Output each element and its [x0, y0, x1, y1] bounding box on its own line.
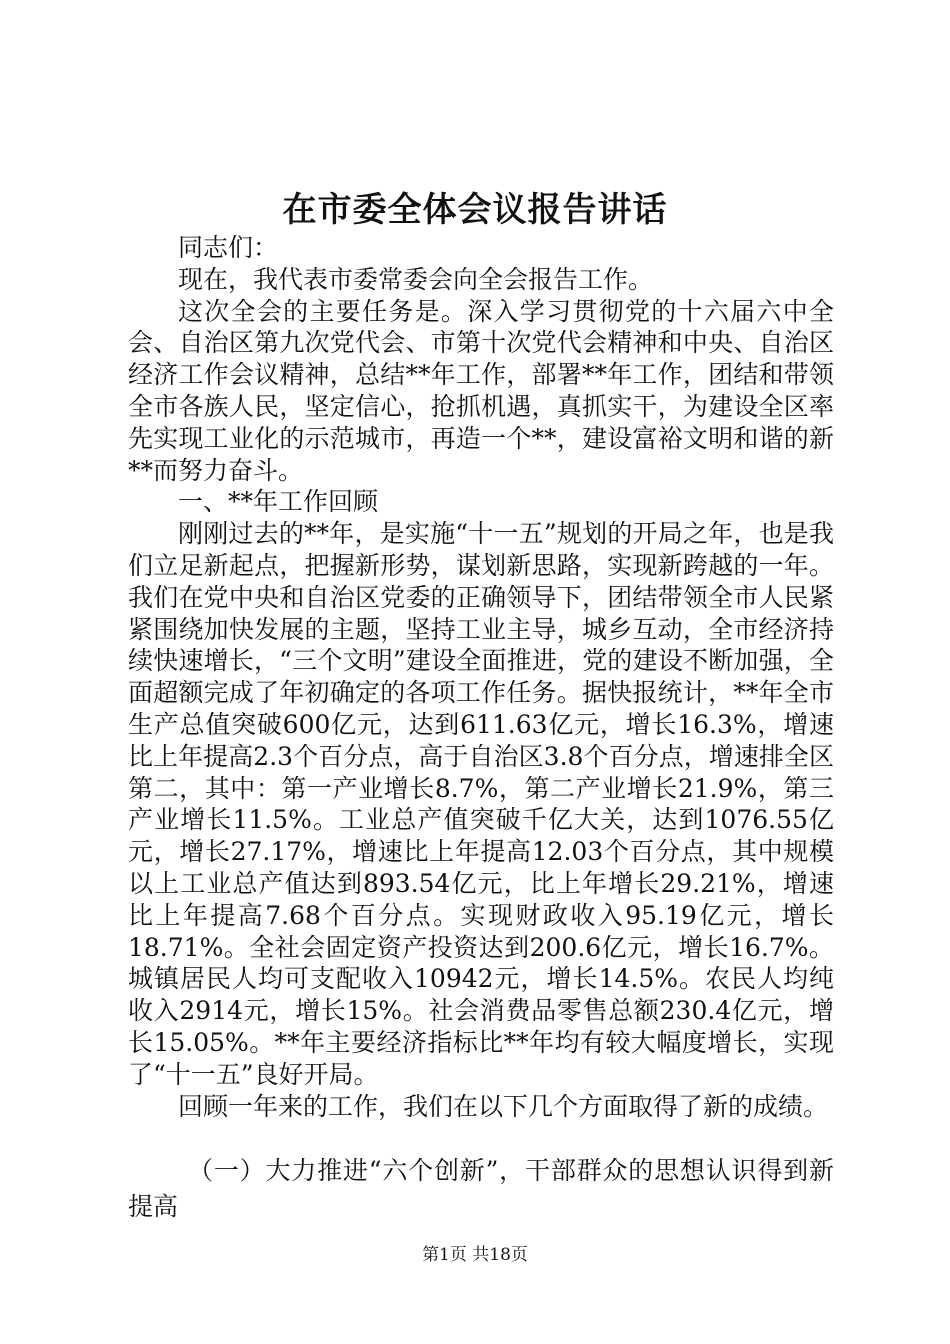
- subsection-heading: （一）大力推进“六个创新”，干部群众的思想认识得到新提高: [128, 1156, 834, 1222]
- salutation: 同志们：: [178, 233, 279, 262]
- section-heading: 一、**年工作回顾: [178, 487, 379, 517]
- page-number: 第1页 共18页: [422, 1245, 528, 1265]
- body-paragraph: 回顾一年来的工作，我们在以下几个方面取得了新的成绩。: [178, 1091, 829, 1121]
- body-paragraph: 这次全会的主要任务是。深入学习贯彻党的十六届六中全会、自治区第九次党代会、市第十次党代会精神和中央、自治区经济工作会议精神，总结**年工作，部署**年工作，团结和带领全市各族人民，坚定信心，抢抓机遇，真抓实干，为建设全区率先实现工业化的示范城市，再造一个**，建设富裕文明和谐的新**而努力奋斗。: [128, 296, 834, 485]
- document-title: 在市委全体会议报告讲话: [282, 190, 668, 230]
- body-paragraph: 现在，我代表市委常委会向全会报告工作。: [178, 264, 654, 294]
- body-paragraph: 刚刚过去的**年，是实施“十一五”规划的开局之年，也是我们立足新起点，把握新形势，谋划新思路，实现新跨越的一年。我们在党中央和自治区党委的正确领导下，团结带领全市人民紧紧围绕加快发展的主题，坚持工业主导，城乡互动，全市经济持续快速增长，“三个文明”建设全面推进，党的建设不断加强，全面超额完成了年初确定的各项工作任务。据快报统计，**年全市生产总值突破600亿元，达到611.63亿元，增长16.3%，增速比上年提高2.3个百分点，高于自治区3.8个百分点，增速排全区第二，其中：第一产业增长8.7%，第二产业增长21.9%，第三产业增长11.5%。工业总产值突破千亿大关，达到1076.55亿元，增长27.17%，增速比上年提高12.03个百分点，其中规模以上工业总产值达到893.54亿元，比上年增长29.21%，增速比上年提高7.68个百分点。实现财政收入95.19亿元，增长18.71%。全社会固定资产投资达到200.6亿元，增长16.7%。城镇居民人均可支配收入10942元，增长14.5%。农民人均纯收入2914元，增长15%。社会消费品零售总额230.4亿元，增长15.05%。**年主要经济指标比**年均有较大幅度增长，实现了“十一五”良好开局。: [128, 519, 834, 1089]
- document-body: [128, 232, 834, 1225]
